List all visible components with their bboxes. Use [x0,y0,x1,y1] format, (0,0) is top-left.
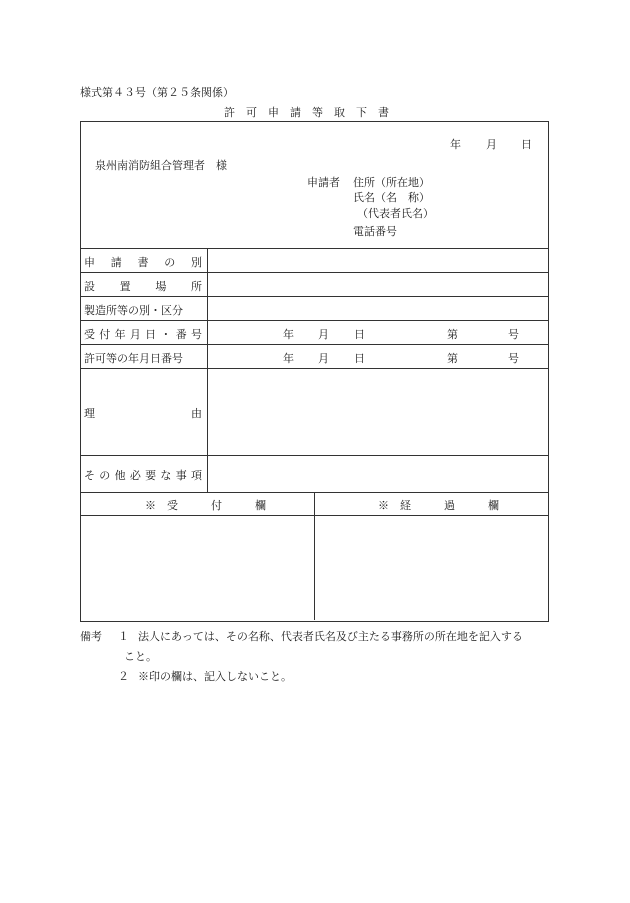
row-label-permit-date: 許可等の年月日番号 [84,352,183,365]
permit-no-suffix: 号 [508,352,519,365]
permit-year-label: 年 [283,352,294,365]
permit-month-label: 月 [318,352,329,365]
applicant-phone-label: 電話番号 [353,225,397,238]
note-2-number: ２ [118,670,129,683]
row-divider [80,320,548,321]
column-divider [314,492,315,620]
column-divider [207,248,208,492]
applicant-rep-label: （代表者氏名） [357,207,434,220]
row-divider [80,272,548,273]
note-1-number: １ [118,630,129,643]
receipt-month-label: 月 [318,328,329,341]
row-label-reason: 理 由 [84,407,202,420]
receipt-no-suffix: 号 [508,328,519,341]
row-label-application-type: 申 請 書 の 別 [84,256,202,269]
receipt-no-prefix: 第 [447,328,458,341]
form-number: 様式第４３号（第２５条関係） [80,86,234,99]
permit-no-prefix: 第 [447,352,458,365]
notes-label: 備考 [80,630,102,643]
date-month-label: 月 [486,138,497,151]
row-label-receipt-date: 受 付 年 月 日 ・ 番 号 [84,328,202,341]
row-divider [80,368,548,369]
addressee: 泉州南消防組合管理者 様 [95,159,227,172]
row-divider [80,344,548,345]
receipt-column-header: ※ 受 付 欄 [145,499,266,512]
note-1-text: 法人にあっては、その名称、代表者氏名及び主たる事務所の所在地を記入する [138,630,523,643]
applicant-address-label: 住所（所在地） [353,176,430,189]
row-divider [80,296,548,297]
receipt-year-label: 年 [283,328,294,341]
row-label-facility-type: 製造所等の別・区分 [84,304,183,317]
form-title: 許 可 申 請 等 取 下 書 [224,106,389,119]
permit-day-label: 日 [354,352,365,365]
note-2-text: ※印の欄は、記入しないこと。 [138,670,292,683]
receipt-day-label: 日 [354,328,365,341]
date-year-label: 年 [450,138,461,151]
date-day-label: 日 [521,138,532,151]
progress-column-header: ※ 経 過 欄 [378,499,499,512]
row-label-location: 設 置 場 所 [84,280,202,293]
applicant-label: 申請者 [307,176,340,189]
applicant-name-label: 氏名（名 称） [353,191,430,204]
row-divider [80,455,548,456]
row-divider [80,248,548,249]
note-1-continuation: こと。 [124,650,157,663]
row-label-other-matters: そ の 他 必 要 な 事 項 [84,469,202,482]
